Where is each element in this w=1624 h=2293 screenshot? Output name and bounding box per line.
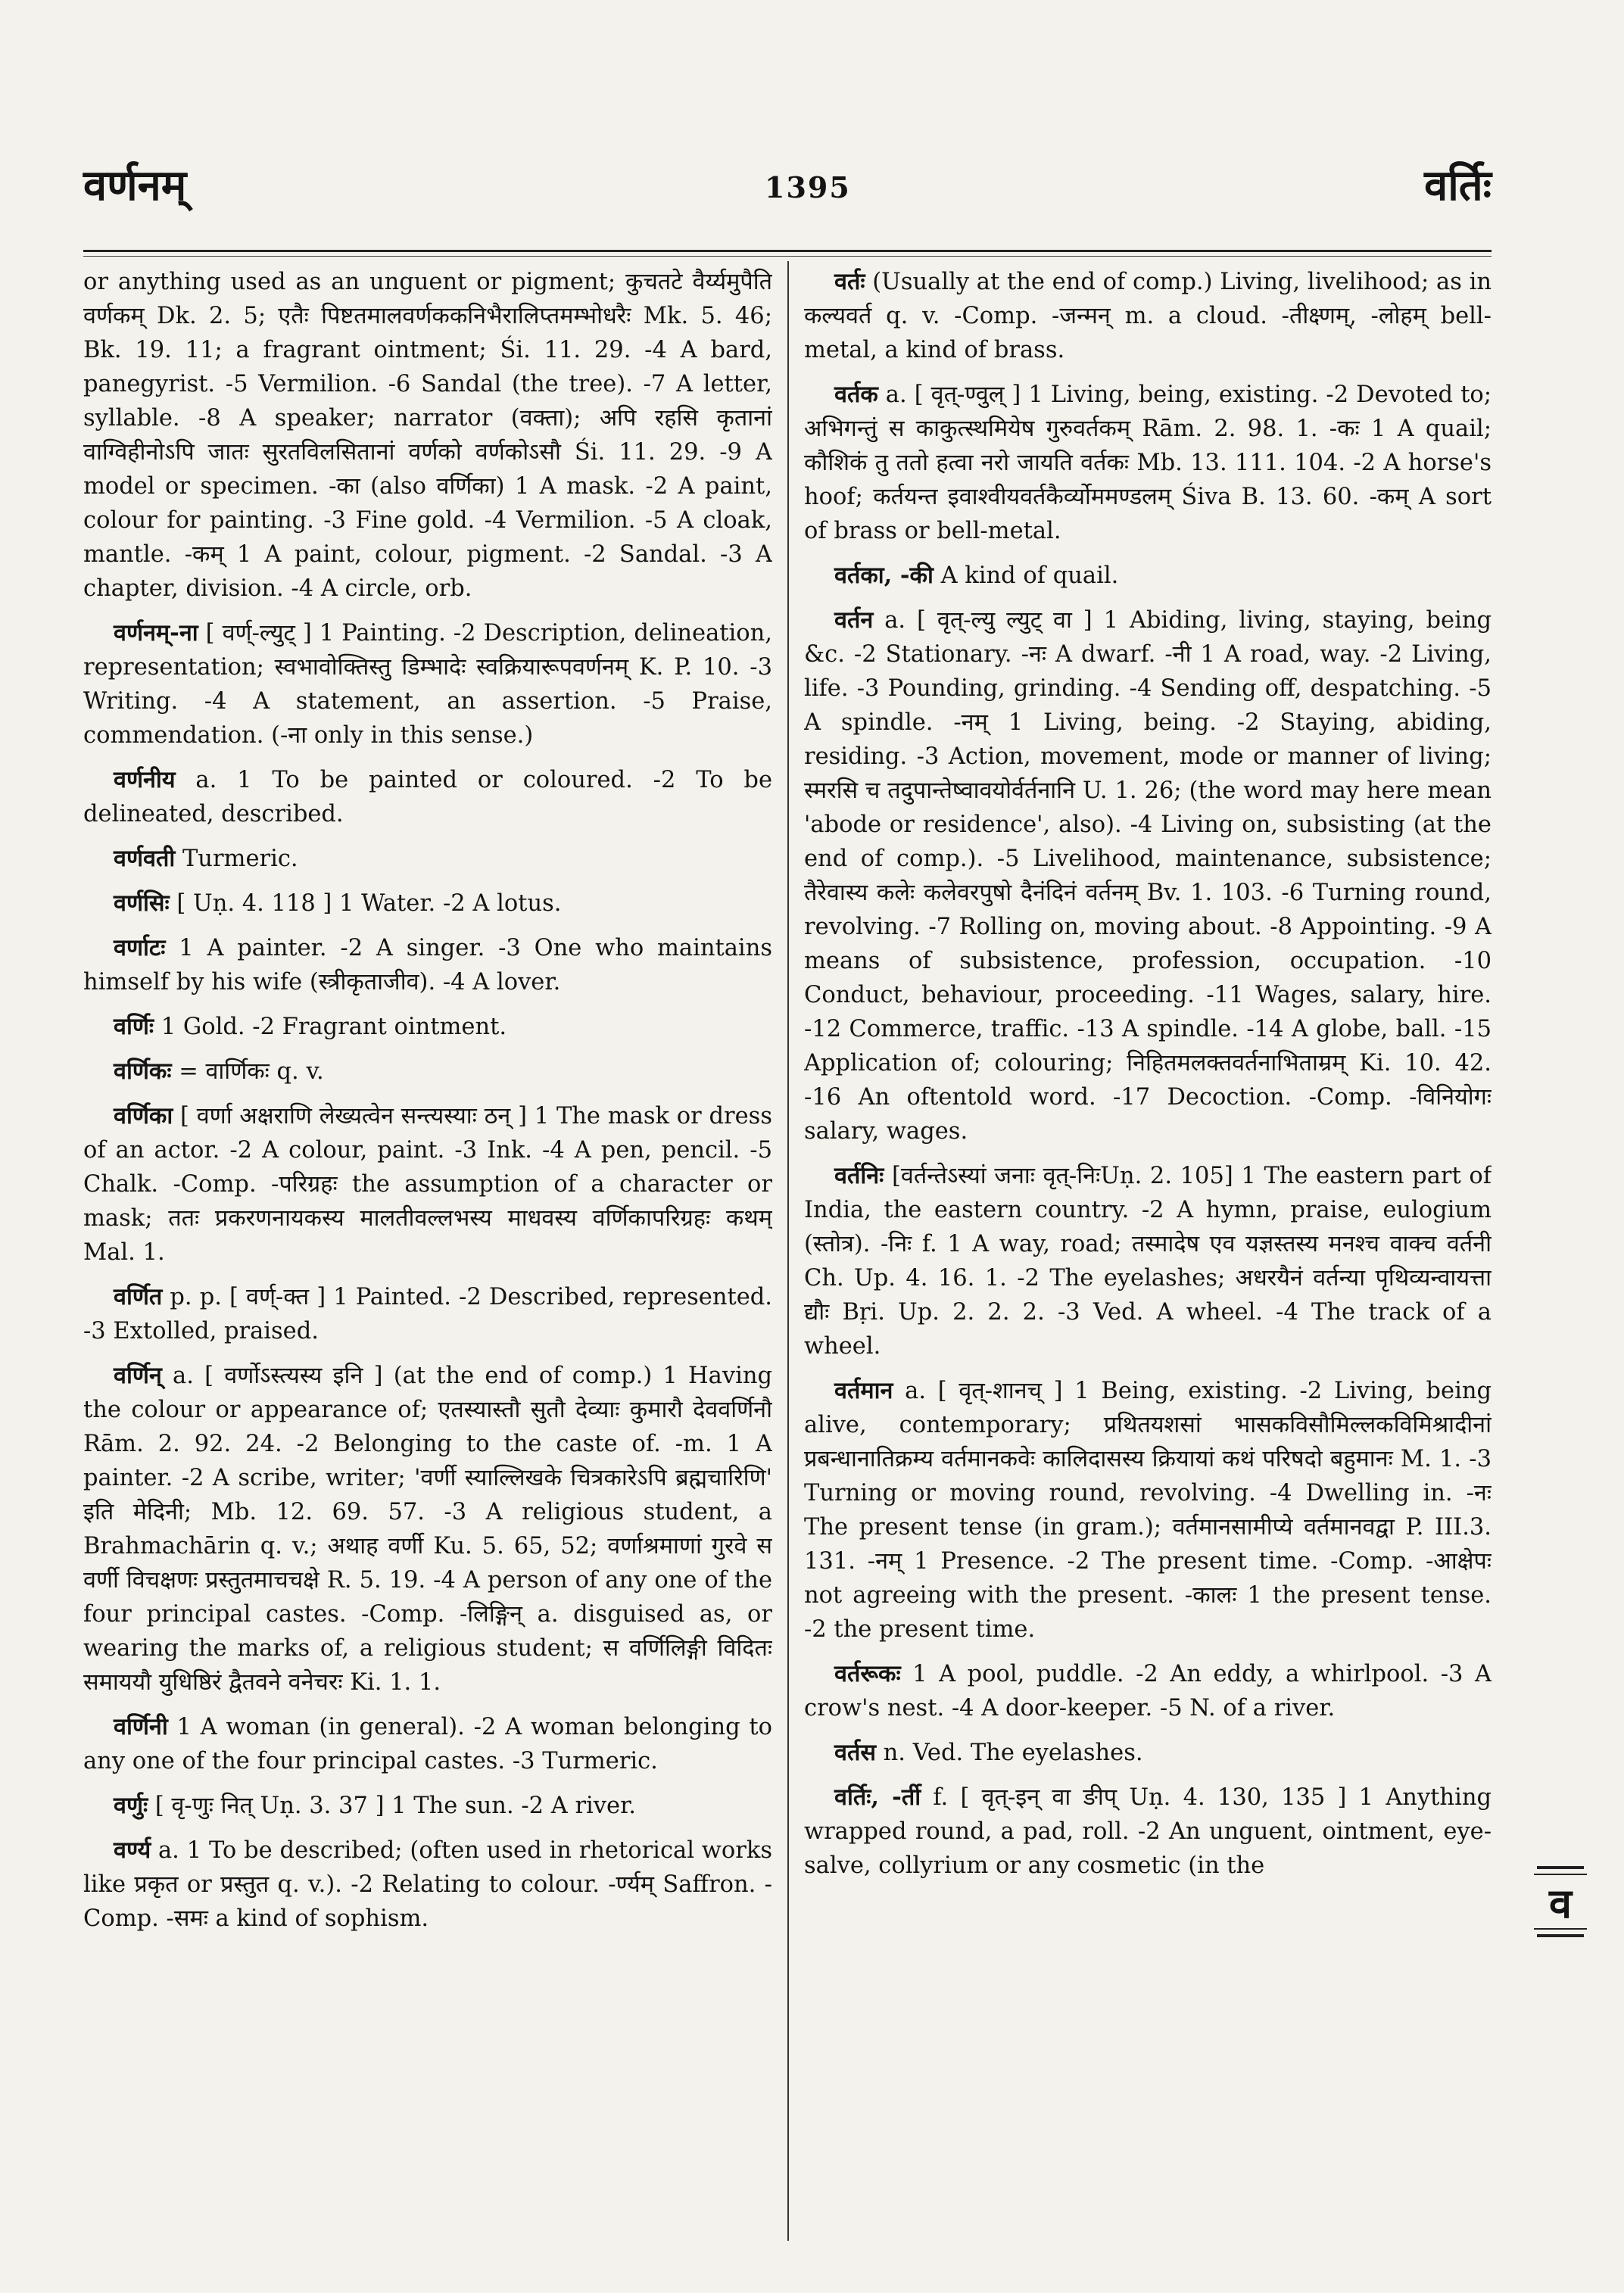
dictionary-entry: वर्तमान a. [ वृत्-शानच् ] 1 Being, existing. -2 Living, being alive, contemporary; प्रथितयशसां भासकविसौमिल्लकविमिश्रादीनां प्रबन्धानातिक्रम्य वर्तमानकवेः कालिदासस्य क्रियायां कथं परिषदो बहुमानः M. 1. -3 Turning or moving round, revolving. -4 Dwelling in. -नः The present tense (in gram.); वर्तमानसामीप्ये वर्तमानवद्वा P. III.3. 131. -नम् 1 Presence. -2 The present time. -Comp. -आक्षेपः not agreeing with the present. -कालः 1 the present tense. -2 the present time. (804, 1377, 1492, 1643)
dictionary-entry: वर्णवती Turmeric. (114, 845, 298, 872)
dictionary-entry: or anything used as an unguent or pigment; कुचतटे वैर्य्यमुपैति वर्णकम् Dk. 2. 5; एतैः पिष्टतमालवर्णककनिभैरालिप्तमम्भोधरैः Mk. 5. 46; Bk. 19. 11; a fragrant ointment; Śi. 11. 29. -4 A bard, panegyrist. -5 Vermilion. -6 Sandal (the tree). -7 A letter, syllable. -8 A speaker; narrator (वक्ता); अपि रहसि कृतानां वाग्विहीनोऽपि जातः सुरतविलसितानां वर्णको वर्णकोऽसौ Śi. 11. 29. -9 A model or specimen. -का (also वर्णिका) 1 A mask. -2 A paint, colour for painting. -3 Fine gold. -4 Vermilion. -5 A cloak, mantle. -कम् 1 A paint, colour, pigment. -2 Sandal. -3 A chapter, division. -4 A circle, orb. (83, 269, 772, 602)
dictionary-entry: वर्णनम्-ना [ वर्ण्-ल्युट् ] 1 Painting. -2 Description, delineation, representation; स्वभावोक्तिस्तु डिम्भादेः स्वक्रियारूपवर्णनम् K. P. 10. -3 Writing. -4 A statement, an assertion. -5 Praise, commendation. (-ना only in this sense.) (83, 619, 772, 749)
page-number: 1395 (765, 170, 851, 204)
right-running-head: वर्तिः (1424, 160, 1492, 210)
dictionary-entry: वर्णिनी 1 A woman (in general). -2 A woman belonging to any one of the four principal castes. -3 Turmeric. (83, 1713, 772, 1774)
left-running-head: वर्णनम् (83, 160, 187, 210)
dictionary-entry: वर्तक a. [ वृत्-ण्वुल् ] 1 Living, being, existing. -2 Devoted to; अभिगन्तुं स काकुत्स्थमियेष गुरुवर्तकम् Rām. 2. 98. 1. -कः 1 A quail; कौशिकं तु ततो हत्वा नरो जायति वर्तकः Mb. 13. 111. 104. -2 A horse's hoof; कर्तयन्त इवाश्वीयवर्तकैर्व्योममण्डलम् Śiva B. 13. 60. -कम् A sort of brass or bell-metal. (804, 381, 1492, 544)
right-column (804, 265, 1492, 2241)
dictionary-entry: वर्णिकः = वार्णिकः q. v. (114, 1058, 324, 1085)
thumb-index-tab: व (1537, 1866, 1584, 1937)
dictionary-entry: वर्तरूकः 1 A pool, puddle. -2 An eddy, a whirlpool. -3 A crow's nest. -4 A door-keeper. -5 N. of a river. (804, 1660, 1492, 1721)
dictionary-entry: वर्तस n. Ved. The eyelashes. (834, 1739, 1143, 1766)
header-rule (83, 250, 1492, 252)
column-divider (787, 261, 789, 2241)
dictionary-entry: वर्णुः [ वृ-णुः नित् Uṇ. 3. 37 ] 1 The sun. -2 A river. (114, 1792, 636, 1819)
dictionary-entry: वर्णनीय a. 1 To be painted or coloured. -2 To be delineated, described. (83, 766, 772, 827)
header-rule-thin (83, 256, 1492, 257)
left-column (83, 265, 772, 2241)
dictionary-entry: वर्णिका [ वर्णा अक्षराणि लेख्यत्वेन सन्त्यस्याः ठन् ] 1 The mask or dress of an actor. -2 A colour, paint. -3 Ink. -4 A pen, pencil. -5 Chalk. -Comp. -परिग्रहः the assumption of a character or mask; ततः प्रकरणनायकस्य मालतीवल्लभस्य माधवस्य वर्णिकापरिग्रहः कथम् Mal. 1. (83, 1102, 772, 1266)
dictionary-entry: वर्तः (Usually at the end of comp.) Living, livelihood; as in कल्यवर्त q. v. -Comp. -जन्मन् m. a cloud. -तीक्ष्णम्, -लोहम् bell-metal, a kind of brass. (804, 268, 1492, 363)
dictionary-entry: वर्णसिः [ Uṇ. 4. 118 ] 1 Water. -2 A lotus. (114, 889, 562, 917)
dictionary-entry: वर्तका, -की A kind of quail. (834, 562, 1119, 589)
dictionary-entry: वर्तिः, -र्ती f. [ वृत्-इन् वा ङीप् Uṇ. 4. 130, 135 ] 1 Anything wrapped round, a pad, roll. -2 An unguent, ointment, eye-salve, collyrium or any cosmetic (in the (804, 1784, 1492, 1879)
page-header (83, 155, 1492, 246)
dictionary-entry: वर्णिन् a. [ वर्णोऽस्त्यस्य इनि ] (at the end of comp.) 1 Having the colour or appearance of; एतस्यास्तौ सुतौ देव्याः कुमारौ देववर्णिनौ Rām. 2. 92. 24. -2 Belonging to the caste of. -m. 1 A painter. -2 A scribe, writer; 'वर्णी स्याल्लिखके चित्रकारेऽपि ब्रह्मचारिणि' इति मेदिनी; Mb. 12. 69. 57. -3 A religious student, a Brahmachārin q. v.; अथाह वर्णी Ku. 5. 65, 52; वर्णाश्रमाणां गुरवे स वर्णी विचक्षणः प्रस्तुतमाचचक्षे R. 5. 19. -4 A person of any one of the four principal castes. -Comp. -लिङ्गिन् a. disguised as, or wearing the marks of, a religious student; स वर्णिलिङ्गी विदितः समाययौ युधिष्ठिरं द्वैतवने वनेचरः Ki. 1. 1. (83, 1362, 772, 1696)
dictionary-entry: वर्ण्य a. 1 To be described; (often used in rhetorical works like प्रकृत or प्रस्तुत q. v.). -2 Relating to colour. -र्ण्यम् Saffron. -Comp. -समः a kind of sophism. (83, 1837, 772, 1932)
dictionary-entry: वर्णिः 1 Gold. -2 Fragrant ointment. (114, 1013, 507, 1040)
dictionary-entry: वर्णित p. p. [ वर्ण्-क्त ] 1 Painted. -2 Described, represented. -3 Extolled, praised. (83, 1283, 772, 1344)
dictionary-entry: वर्णाटः 1 A painter. -2 A singer. -3 One who maintains himself by his wife (स्त्रीकृताजीव). -4 A lover. (83, 934, 772, 995)
dictionary-entry: वर्तन a. [ वृत्-ल्यु ल्युट् वा ] 1 Abiding, living, staying, being &c. -2 Stationary. -नः A dwarf. -नी 1 A road, way. -2 Living, life. -3 Pounding, grinding. -4 Sending off, despatching. -5 A spindle. -नम् 1 Living, being. -2 Staying, abiding, residing. -3 Action, movement, mode or manner of living; स्मरसि च तदुपान्तेष्वावयोर्वर्तनानि U. 1. 26; (the word may here mean 'abode or residence', also). -4 Living on, subsisting (at the end of comp.). -5 Livelihood, maintenance, subsistence; तैरेवास्य कलेः कलेवरपुषो दैनंदिनं वर्तनम् Bv. 1. 103. -6 Turning round, revolving. -7 Rolling on, moving about. -8 Appointing. -9 A means of subsistence, profession, occupation. -10 Conduct, behaviour, proceeding. -11 Wages, salary, hire. -12 Commerce, traffic. -13 A spindle. -14 A globe, ball. -15 Application of; colouring; निहितमलक्तवर्तनाभिताम्रम् Ki. 10. 42. -16 An oftentold word. -17 Decoction. -Comp. -विनियोगः salary, wages. (804, 606, 1492, 1145)
dictionary-entry: वर्तनिः [वर्तन्तेऽस्यां जनाः वृत्-निःUṇ. 2. 105] 1 The eastern part of India, the eastern country. -2 A hymn, praise, eulogium (स्तोत्र). -निः f. 1 A way, road; तस्मादेष एव यज्ञस्तस्य मनश्च वाक्च वर्तनी Ch. Up. 4. 16. 1. -2 The eyelashes; अधरयैनं वर्तन्या पृथिव्यन्वायत्ता द्यौः Bṛi. Up. 2. 2. 2. -3 Ved. A wheel. -4 The track of a wheel. (804, 1162, 1492, 1360)
